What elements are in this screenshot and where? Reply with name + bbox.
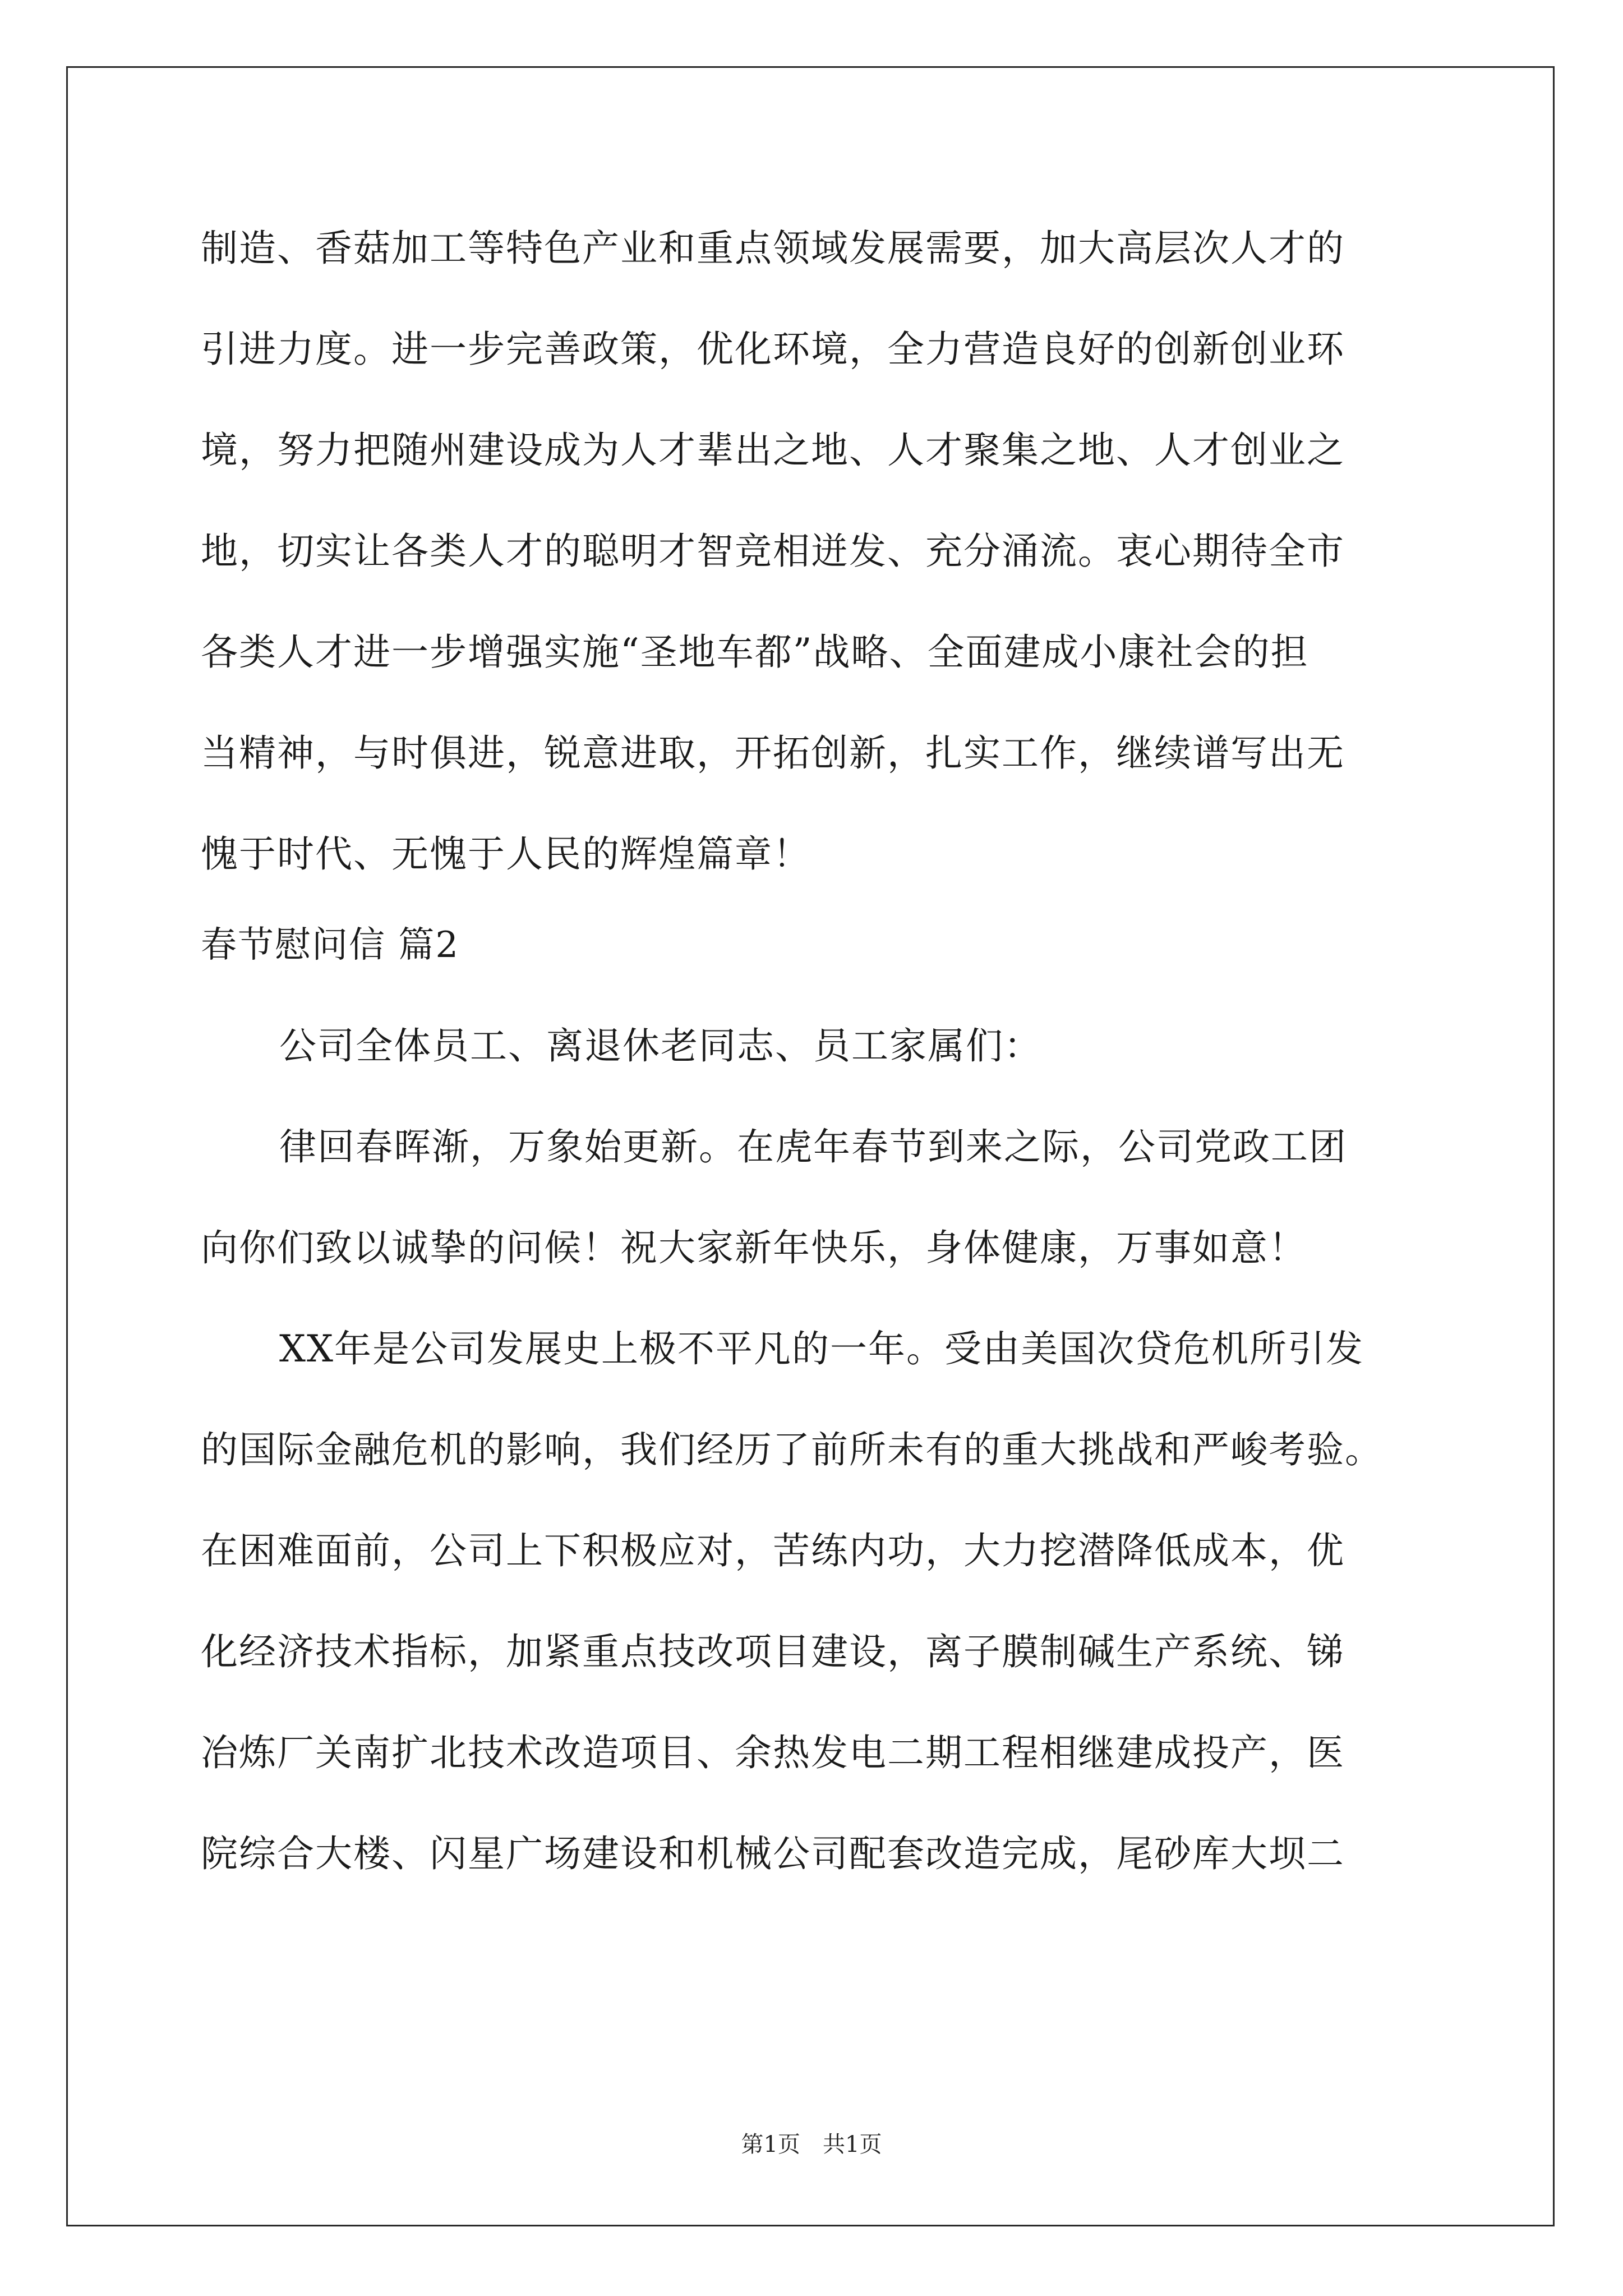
paragraph-line: 愧于时代、无愧于人民的辉煌篇章！ (201, 832, 811, 876)
paragraph-line: 律回春晖渐，万象始更新。在虎年春节到来之际，公司党政工团 (279, 1125, 1347, 1168)
paragraph-line: 地，切实让各类人才的聪明才智竞相迸发、充分涌流。衷心期待全市 (201, 530, 1345, 573)
paragraph-line: 制造、香菇加工等特色产业和重点领域发展需要，加大高层次人才的 (201, 227, 1345, 270)
paragraph-line: 在困难面前，公司上下积极应对，苦练内功，大力挖潜降低成本，优 (201, 1529, 1345, 1572)
salutation: 公司全体员工、离退休老同志、员工家属们： (279, 1024, 1042, 1068)
paragraph-line: 冶炼厂关南扩北技术改造项目、余热发电二期工程相继建成投产，医 (201, 1731, 1345, 1774)
section-heading: 春节慰问信 篇2 (201, 924, 460, 966)
page-number: 第1页 共1页 (741, 2132, 882, 2157)
paragraph-line: 境，努力把随州建设成为人才辈出之地、人才聚集之地、人才创业之 (201, 429, 1345, 472)
paragraph-line: 院综合大楼、闪星广场建设和机械公司配套改造完成，尾砂库大坝二 (201, 1832, 1345, 1875)
paragraph-line: 各类人才进一步增强实施“圣地车都”战略、全面建成小康社会的担 (201, 631, 1309, 674)
paragraph-line: 向你们致以诚挚的问候！祝大家新年快乐，身体健康，万事如意！ (201, 1226, 1307, 1269)
paragraph-line: 当精神，与时俱进，锐意进取，开拓创新，扎实工作，继续谱写出无 (201, 731, 1345, 775)
paragraph-line: XX年是公司发展史上极不平凡的一年。受由美国次贷危机所引发 (279, 1327, 1364, 1370)
paragraph-line: 化经济技术指标，加紧重点技改项目建设，离子膜制碱生产系统、锑 (201, 1630, 1345, 1673)
paragraph-line: 引进力度。进一步完善政策，优化环境，全力营造良好的创新创业环 (201, 328, 1345, 371)
paragraph-line: 的国际金融危机的影响，我们经历了前所未有的重大挑战和严峻考验。 (201, 1428, 1383, 1471)
